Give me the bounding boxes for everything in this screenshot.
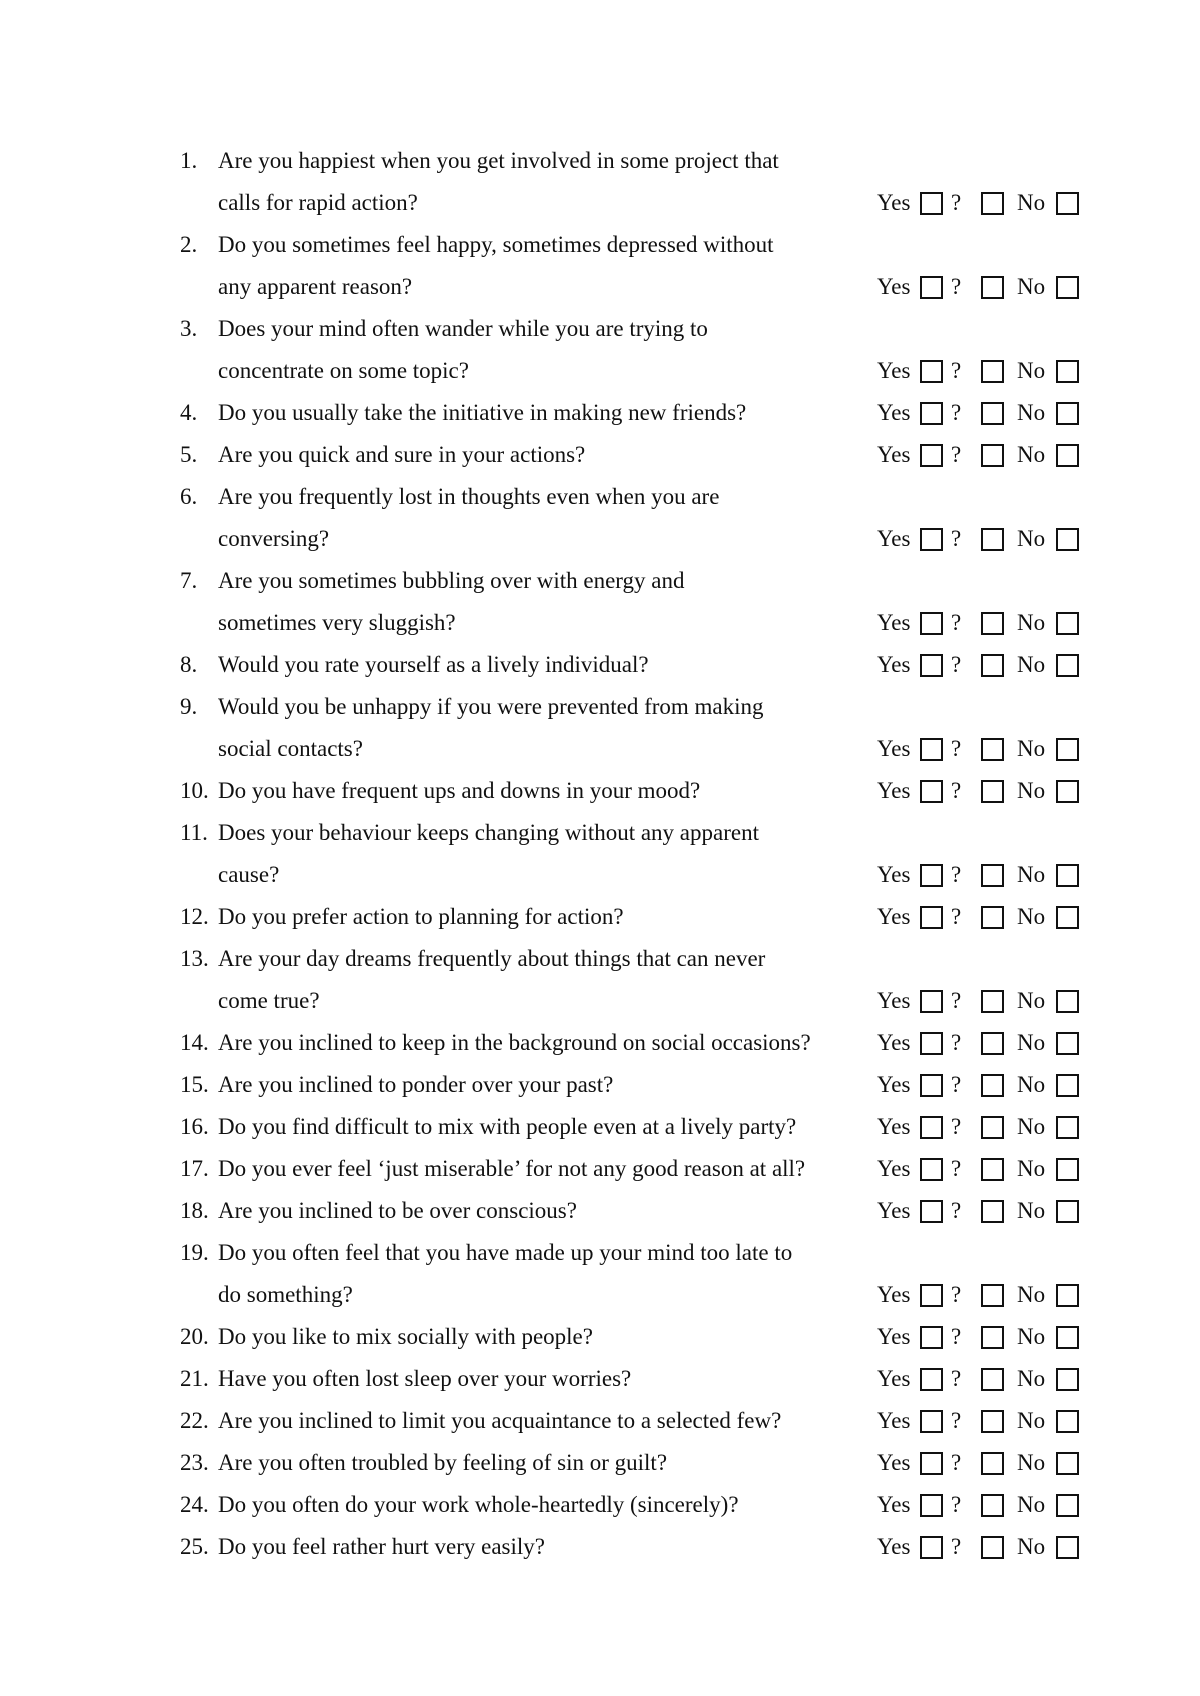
yes-checkbox[interactable] (920, 1410, 943, 1433)
yes-label: Yes (877, 1450, 911, 1475)
yes-label: Yes (877, 1072, 911, 1097)
question-item (180, 1148, 1120, 1190)
maybe-label: ? (951, 904, 962, 929)
question-item (180, 1022, 1120, 1064)
maybe-label: ? (951, 1114, 962, 1139)
question-line (180, 560, 1120, 602)
answer-options (877, 1316, 1097, 1358)
yes-label: Yes (877, 358, 911, 383)
answer-options (877, 1400, 1097, 1442)
yes-label: Yes (877, 190, 911, 215)
maybe-checkbox[interactable] (981, 780, 1004, 803)
no-checkbox[interactable] (1056, 1158, 1079, 1181)
maybe-checkbox[interactable] (981, 1494, 1004, 1517)
yes-checkbox[interactable] (920, 1074, 943, 1097)
maybe-checkbox[interactable] (981, 612, 1004, 635)
question-line (180, 350, 1120, 392)
no-label: No (1017, 442, 1046, 467)
yes-label: Yes (877, 904, 911, 929)
maybe-checkbox[interactable] (981, 1116, 1004, 1139)
question-number: 10. (180, 778, 209, 803)
answer-options (877, 266, 1097, 308)
no-label: No (1017, 274, 1046, 299)
answer-options (877, 518, 1097, 560)
yes-checkbox[interactable] (920, 1200, 943, 1223)
question-text: concentrate on some topic? (218, 358, 469, 383)
question-text: do something? (218, 1282, 353, 1307)
question-text: Would you be unhappy if you were prevented from making (218, 694, 764, 719)
yes-checkbox[interactable] (920, 654, 943, 677)
question-line (180, 518, 1120, 560)
yes-label: Yes (877, 1198, 911, 1223)
yes-checkbox[interactable] (920, 1284, 943, 1307)
maybe-checkbox[interactable] (981, 906, 1004, 929)
question-text: any apparent reason? (218, 274, 413, 299)
question-text: Do you prefer action to planning for action? (218, 904, 624, 929)
question-line (180, 1022, 1120, 1064)
question-line (180, 140, 1120, 182)
question-item (180, 1232, 1120, 1316)
yes-label: Yes (877, 610, 911, 635)
yes-checkbox[interactable] (920, 360, 943, 383)
question-number: 3. (180, 316, 198, 341)
question-number: 2. (180, 232, 198, 257)
question-item (180, 1484, 1120, 1526)
question-line (180, 1484, 1120, 1526)
question-text: Are you often troubled by feeling of sin or guilt? (218, 1450, 668, 1475)
maybe-checkbox[interactable] (981, 276, 1004, 299)
answer-options (877, 1274, 1097, 1316)
no-label: No (1017, 652, 1046, 677)
question-line (180, 644, 1120, 686)
answer-options (877, 728, 1097, 770)
yes-checkbox[interactable] (920, 402, 943, 425)
no-checkbox[interactable] (1056, 192, 1079, 215)
question-item (180, 1526, 1120, 1568)
no-label: No (1017, 1030, 1046, 1055)
question-text: Do you sometimes feel happy, sometimes depressed without (218, 232, 774, 257)
answer-options (877, 1106, 1097, 1148)
question-number: 5. (180, 442, 198, 467)
question-text: Are you inclined to ponder over your past? (218, 1072, 614, 1097)
question-text: Do you often feel that you have made up your mind too late to (218, 1240, 793, 1265)
question-line (180, 938, 1120, 980)
question-line (180, 980, 1120, 1022)
no-label: No (1017, 1324, 1046, 1349)
maybe-label: ? (951, 1324, 962, 1349)
yes-checkbox[interactable] (920, 612, 943, 635)
no-checkbox[interactable] (1056, 1116, 1079, 1139)
yes-label: Yes (877, 1156, 911, 1181)
question-line (180, 434, 1120, 476)
no-checkbox[interactable] (1056, 612, 1079, 635)
question-text: come true? (218, 988, 320, 1013)
no-checkbox[interactable] (1056, 1200, 1079, 1223)
question-item (180, 1064, 1120, 1106)
yes-label: Yes (877, 736, 911, 761)
answer-options (877, 1064, 1097, 1106)
question-text: Are you sometimes bubbling over with energy and (218, 568, 685, 593)
no-checkbox[interactable] (1056, 906, 1079, 929)
question-number: 24. (180, 1492, 209, 1517)
yes-checkbox[interactable] (920, 1158, 943, 1181)
maybe-label: ? (951, 1534, 962, 1559)
no-checkbox[interactable] (1056, 780, 1079, 803)
yes-checkbox[interactable] (920, 1368, 943, 1391)
no-label: No (1017, 1156, 1046, 1181)
no-checkbox[interactable] (1056, 1326, 1079, 1349)
no-label: No (1017, 1114, 1046, 1139)
no-label: No (1017, 610, 1046, 635)
maybe-checkbox[interactable] (981, 1200, 1004, 1223)
no-checkbox[interactable] (1056, 1410, 1079, 1433)
question-text: Do you find difficult to mix with people even at a lively party? (218, 1114, 797, 1139)
question-number: 4. (180, 400, 198, 425)
question-text: Are you happiest when you get involved in some project that (218, 148, 779, 173)
no-checkbox[interactable] (1056, 864, 1079, 887)
yes-label: Yes (877, 442, 911, 467)
question-text: Would you rate yourself as a lively individual? (218, 652, 649, 677)
question-item (180, 1316, 1120, 1358)
no-checkbox[interactable] (1056, 1368, 1079, 1391)
question-number: 19. (180, 1240, 209, 1265)
no-checkbox[interactable] (1056, 1494, 1079, 1517)
yes-checkbox[interactable] (920, 906, 943, 929)
no-checkbox[interactable] (1056, 528, 1079, 551)
question-line (180, 1232, 1120, 1274)
question-line (180, 476, 1120, 518)
no-label: No (1017, 190, 1046, 215)
question-number: 18. (180, 1198, 209, 1223)
maybe-label: ? (951, 1030, 962, 1055)
question-text: Have you often lost sleep over your worries? (218, 1366, 632, 1391)
answer-options (877, 854, 1097, 896)
no-checkbox[interactable] (1056, 1032, 1079, 1055)
question-line (180, 1358, 1120, 1400)
yes-label: Yes (877, 274, 911, 299)
question-item (180, 1358, 1120, 1400)
no-checkbox[interactable] (1056, 360, 1079, 383)
maybe-label: ? (951, 526, 962, 551)
answer-options (877, 182, 1097, 224)
question-line (180, 1274, 1120, 1316)
no-label: No (1017, 988, 1046, 1013)
no-label: No (1017, 400, 1046, 425)
maybe-checkbox[interactable] (981, 654, 1004, 677)
no-checkbox[interactable] (1056, 654, 1079, 677)
question-line (180, 602, 1120, 644)
question-number: 1. (180, 148, 198, 173)
maybe-checkbox[interactable] (981, 864, 1004, 887)
maybe-label: ? (951, 400, 962, 425)
no-checkbox[interactable] (1056, 444, 1079, 467)
answer-options (877, 980, 1097, 1022)
yes-checkbox[interactable] (920, 1116, 943, 1139)
question-line (180, 1400, 1120, 1442)
maybe-checkbox[interactable] (981, 402, 1004, 425)
question-text: sometimes very sluggish? (218, 610, 456, 635)
yes-checkbox[interactable] (920, 444, 943, 467)
maybe-label: ? (951, 190, 962, 215)
answer-options (877, 350, 1097, 392)
maybe-checkbox[interactable] (981, 990, 1004, 1013)
maybe-checkbox[interactable] (981, 1032, 1004, 1055)
maybe-checkbox[interactable] (981, 1284, 1004, 1307)
question-text: calls for rapid action? (218, 190, 418, 215)
maybe-checkbox[interactable] (981, 444, 1004, 467)
question-line (180, 728, 1120, 770)
question-line (180, 1190, 1120, 1232)
question-number: 20. (180, 1324, 209, 1349)
question-text: Do you feel rather hurt very easily? (218, 1534, 545, 1559)
answer-options (877, 1148, 1097, 1190)
question-number: 22. (180, 1408, 209, 1433)
question-item (180, 560, 1120, 644)
maybe-label: ? (951, 442, 962, 467)
maybe-checkbox[interactable] (981, 1074, 1004, 1097)
maybe-checkbox[interactable] (981, 1158, 1004, 1181)
question-item (180, 308, 1120, 392)
question-number: 15. (180, 1072, 209, 1097)
yes-checkbox[interactable] (920, 1536, 943, 1559)
question-text: Does your mind often wander while you are trying to (218, 316, 708, 341)
maybe-checkbox[interactable] (981, 1410, 1004, 1433)
question-text: Do you often do your work whole-heartedly (sincerely)? (218, 1492, 739, 1517)
question-text: cause? (218, 862, 280, 887)
yes-checkbox[interactable] (920, 864, 943, 887)
no-label: No (1017, 1408, 1046, 1433)
question-number: 16. (180, 1114, 209, 1139)
maybe-label: ? (951, 1198, 962, 1223)
maybe-label: ? (951, 1366, 962, 1391)
answer-options (877, 1526, 1097, 1568)
yes-label: Yes (877, 1366, 911, 1391)
no-checkbox[interactable] (1056, 738, 1079, 761)
maybe-label: ? (951, 988, 962, 1013)
no-label: No (1017, 1534, 1046, 1559)
question-number: 25. (180, 1534, 209, 1559)
answer-options (877, 602, 1097, 644)
question-line (180, 770, 1120, 812)
question-item (180, 476, 1120, 560)
question-line (180, 308, 1120, 350)
question-item (180, 644, 1120, 686)
questionnaire (180, 140, 1120, 1568)
question-text: Are you inclined to keep in the background on social occasions? (218, 1030, 811, 1055)
no-label: No (1017, 736, 1046, 761)
answer-options (877, 1358, 1097, 1400)
question-number: 12. (180, 904, 209, 929)
no-label: No (1017, 1198, 1046, 1223)
answer-options (877, 1022, 1097, 1064)
question-number: 6. (180, 484, 198, 509)
question-item (180, 1400, 1120, 1442)
yes-label: Yes (877, 1030, 911, 1055)
no-label: No (1017, 862, 1046, 887)
yes-checkbox[interactable] (920, 1452, 943, 1475)
maybe-label: ? (951, 652, 962, 677)
yes-checkbox[interactable] (920, 738, 943, 761)
question-line (180, 854, 1120, 896)
question-number: 17. (180, 1156, 209, 1181)
maybe-checkbox[interactable] (981, 528, 1004, 551)
question-text: Are your day dreams frequently about things that can never (218, 946, 766, 971)
question-line (180, 182, 1120, 224)
answer-options (877, 644, 1097, 686)
answer-options (877, 1442, 1097, 1484)
no-label: No (1017, 358, 1046, 383)
question-number: 9. (180, 694, 198, 719)
yes-label: Yes (877, 778, 911, 803)
question-line (180, 1526, 1120, 1568)
question-text: Do you ever feel ‘just miserable’ for not any good reason at all? (218, 1156, 806, 1181)
no-checkbox[interactable] (1056, 1074, 1079, 1097)
no-label: No (1017, 1366, 1046, 1391)
maybe-label: ? (951, 1492, 962, 1517)
maybe-checkbox[interactable] (981, 360, 1004, 383)
question-item (180, 812, 1120, 896)
question-number: 13. (180, 946, 209, 971)
answer-options (877, 434, 1097, 476)
yes-checkbox[interactable] (920, 1326, 943, 1349)
question-line (180, 1442, 1120, 1484)
no-checkbox[interactable] (1056, 1452, 1079, 1475)
yes-checkbox[interactable] (920, 990, 943, 1013)
maybe-label: ? (951, 736, 962, 761)
question-number: 7. (180, 568, 198, 593)
yes-checkbox[interactable] (920, 780, 943, 803)
question-line (180, 812, 1120, 854)
question-item (180, 434, 1120, 476)
question-number: 11. (180, 820, 208, 845)
question-line (180, 1064, 1120, 1106)
question-number: 8. (180, 652, 198, 677)
no-checkbox[interactable] (1056, 990, 1079, 1013)
maybe-label: ? (951, 1408, 962, 1433)
maybe-checkbox[interactable] (981, 738, 1004, 761)
yes-label: Yes (877, 652, 911, 677)
yes-checkbox[interactable] (920, 1032, 943, 1055)
question-item (180, 770, 1120, 812)
question-line (180, 1106, 1120, 1148)
maybe-label: ? (951, 1282, 962, 1307)
no-checkbox[interactable] (1056, 402, 1079, 425)
question-text: Are you frequently lost in thoughts even when you are (218, 484, 720, 509)
maybe-checkbox[interactable] (981, 1536, 1004, 1559)
question-text: conversing? (218, 526, 330, 551)
question-text: Do you have frequent ups and downs in your mood? (218, 778, 701, 803)
no-checkbox[interactable] (1056, 1536, 1079, 1559)
yes-label: Yes (877, 988, 911, 1013)
yes-label: Yes (877, 526, 911, 551)
question-line (180, 392, 1120, 434)
question-line (180, 224, 1120, 266)
question-item (180, 140, 1120, 224)
question-item (180, 1106, 1120, 1148)
no-label: No (1017, 1072, 1046, 1097)
yes-label: Yes (877, 1114, 911, 1139)
maybe-label: ? (951, 862, 962, 887)
question-text: Are you inclined to be over conscious? (218, 1198, 577, 1223)
question-text: Do you like to mix socially with people? (218, 1324, 593, 1349)
answer-options (877, 896, 1097, 938)
no-label: No (1017, 1450, 1046, 1475)
no-label: No (1017, 904, 1046, 929)
yes-checkbox[interactable] (920, 528, 943, 551)
question-number: 23. (180, 1450, 209, 1475)
question-line (180, 266, 1120, 308)
maybe-checkbox[interactable] (981, 1326, 1004, 1349)
question-text: social contacts? (218, 736, 363, 761)
question-line (180, 1148, 1120, 1190)
no-checkbox[interactable] (1056, 276, 1079, 299)
yes-label: Yes (877, 1492, 911, 1517)
yes-checkbox[interactable] (920, 1494, 943, 1517)
maybe-checkbox[interactable] (981, 1452, 1004, 1475)
no-label: No (1017, 1492, 1046, 1517)
maybe-label: ? (951, 778, 962, 803)
maybe-label: ? (951, 358, 962, 383)
question-line (180, 896, 1120, 938)
maybe-label: ? (951, 1156, 962, 1181)
question-text: Does your behaviour keeps changing without any apparent (218, 820, 759, 845)
maybe-checkbox[interactable] (981, 1368, 1004, 1391)
yes-label: Yes (877, 1408, 911, 1433)
yes-label: Yes (877, 862, 911, 887)
yes-label: Yes (877, 400, 911, 425)
yes-checkbox[interactable] (920, 276, 943, 299)
maybe-label: ? (951, 1450, 962, 1475)
question-line (180, 686, 1120, 728)
question-item (180, 686, 1120, 770)
question-text: Are you quick and sure in your actions? (218, 442, 586, 467)
yes-label: Yes (877, 1324, 911, 1349)
maybe-label: ? (951, 1072, 962, 1097)
question-item (180, 392, 1120, 434)
question-text: Are you inclined to limit you acquaintance to a selected few? (218, 1408, 782, 1433)
no-label: No (1017, 526, 1046, 551)
maybe-label: ? (951, 274, 962, 299)
no-label: No (1017, 778, 1046, 803)
question-item (180, 1190, 1120, 1232)
question-text: Do you usually take the initiative in making new friends? (218, 400, 747, 425)
question-item (180, 1442, 1120, 1484)
question-item (180, 938, 1120, 1022)
yes-label: Yes (877, 1534, 911, 1559)
answer-options (877, 392, 1097, 434)
no-label: No (1017, 1282, 1046, 1307)
question-number: 14. (180, 1030, 209, 1055)
no-checkbox[interactable] (1056, 1284, 1079, 1307)
answer-options (877, 1190, 1097, 1232)
answer-options (877, 770, 1097, 812)
yes-checkbox[interactable] (920, 192, 943, 215)
answer-options (877, 1484, 1097, 1526)
maybe-label: ? (951, 610, 962, 635)
question-number: 21. (180, 1366, 209, 1391)
maybe-checkbox[interactable] (981, 192, 1004, 215)
question-item (180, 224, 1120, 308)
question-item (180, 896, 1120, 938)
question-line (180, 1316, 1120, 1358)
yes-label: Yes (877, 1282, 911, 1307)
